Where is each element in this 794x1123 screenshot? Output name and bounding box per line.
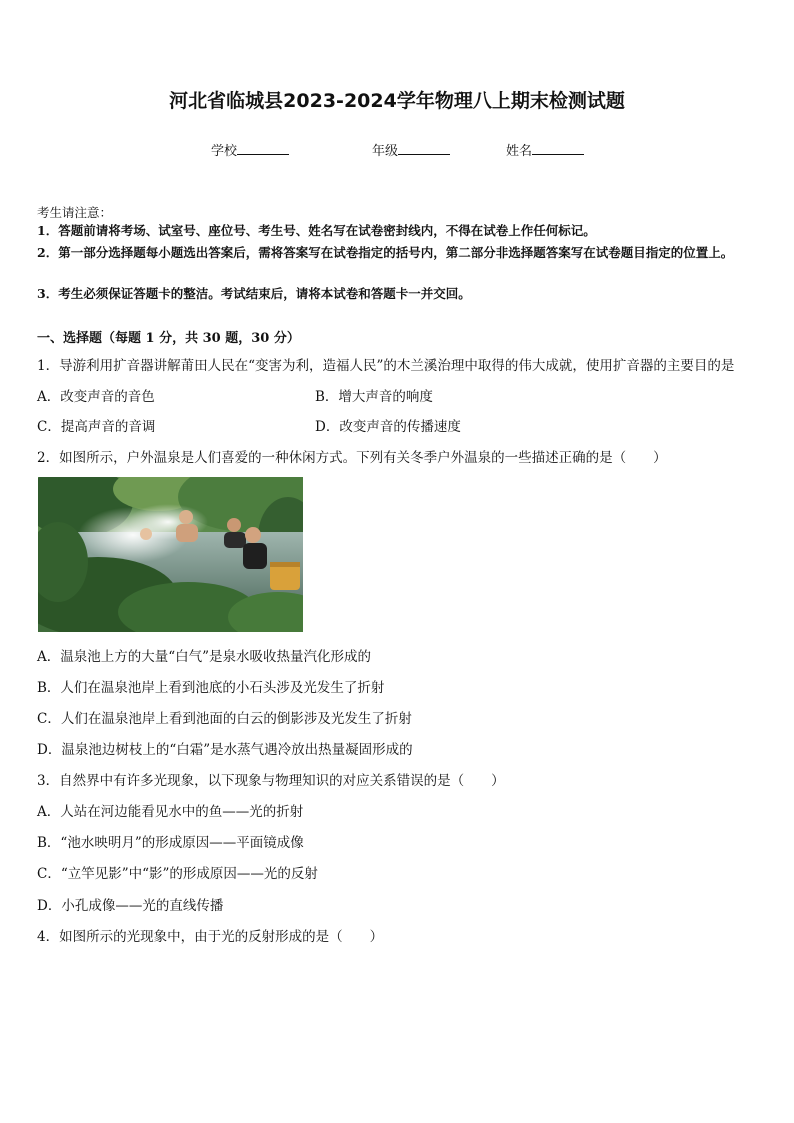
name-blank[interactable] [532, 142, 584, 155]
school-blank[interactable] [237, 142, 289, 155]
question-2-option-d[interactable]: D．温泉池边树枝上的“白霜”是水蒸气遇冷放出热量凝固形成的 [37, 742, 413, 758]
notice-item-3: 3．考生必须保证答题卡的整洁。考试结束后，请将本试卷和答题卡一并交回。 [37, 286, 471, 301]
question-3-stem: 3．自然界中有许多光现象，以下现象与物理知识的对应关系错误的是（ ） [37, 773, 505, 789]
question-2-option-c[interactable]: C．人们在温泉池岸上看到池面的白云的倒影涉及光发生了折射 [37, 711, 412, 727]
question-2-option-a[interactable]: A．温泉池上方的大量“白气”是泉水吸收热量汽化形成的 [37, 649, 372, 665]
question-3-option-d[interactable]: D．小孔成像——光的直线传播 [37, 898, 224, 914]
grade-blank[interactable] [398, 142, 450, 155]
question-3-option-b[interactable]: B．“池水映明月”的形成原因——平面镜成像 [37, 835, 304, 851]
question-3-option-c[interactable]: C．“立竿见影”中“影”的形成原因——光的反射 [37, 866, 318, 882]
question-4-stem: 4．如图所示的光现象中，由于光的反射形成的是（ ） [37, 929, 384, 945]
school-label: 学校 [211, 144, 238, 159]
notice-heading: 考生请注意： [37, 205, 113, 220]
hot-spring-photo [38, 477, 303, 632]
notice-item-2: 2．第一部分选择题每小题选出答案后，需将答案写在试卷指定的括号内，第二部分非选择题答案写在试卷题目指定的位置上。 [37, 245, 734, 260]
page-title: 河北省临城县2023-2024学年物理八上期末检测试题 [169, 90, 625, 112]
school-field [211, 140, 289, 159]
question-1-option-a[interactable]: A．改变声音的音色 [37, 389, 155, 405]
question-2-option-b[interactable]: B．人们在温泉池岸上看到池底的小石头涉及光发生了折射 [37, 680, 385, 696]
notice-item-1: 1．答题前请将考场、试室号、座位号、考生号、姓名写在试卷密封线内，不得在试卷上作任何标记。 [37, 223, 596, 238]
question-1-option-b[interactable]: B．增大声音的响度 [315, 389, 433, 405]
question-1-stem: 1．导游利用扩音器讲解莆田人民在“变害为利，造福人民”的木兰溪治理中取得的伟大成就，使用扩音器的主要目的是 [37, 358, 735, 374]
question-1-option-d[interactable]: D．改变声音的传播速度 [315, 419, 461, 435]
name-label: 姓名 [506, 144, 533, 159]
name-field [506, 140, 584, 159]
grade-label: 年级 [372, 144, 399, 159]
grade-field [372, 140, 450, 159]
section-heading: 一、选择题（每题 1 分，共 30 题，30 分） [37, 331, 300, 346]
question-1-option-c[interactable]: C．提高声音的音调 [37, 419, 156, 435]
question-2-stem: 2．如图所示，户外温泉是人们喜爱的一种休闲方式。下列有关冬季户外温泉的一些描述正确的是（ ） [37, 450, 667, 466]
question-3-option-a[interactable]: A．人站在河边能看见水中的鱼——光的折射 [37, 804, 304, 820]
